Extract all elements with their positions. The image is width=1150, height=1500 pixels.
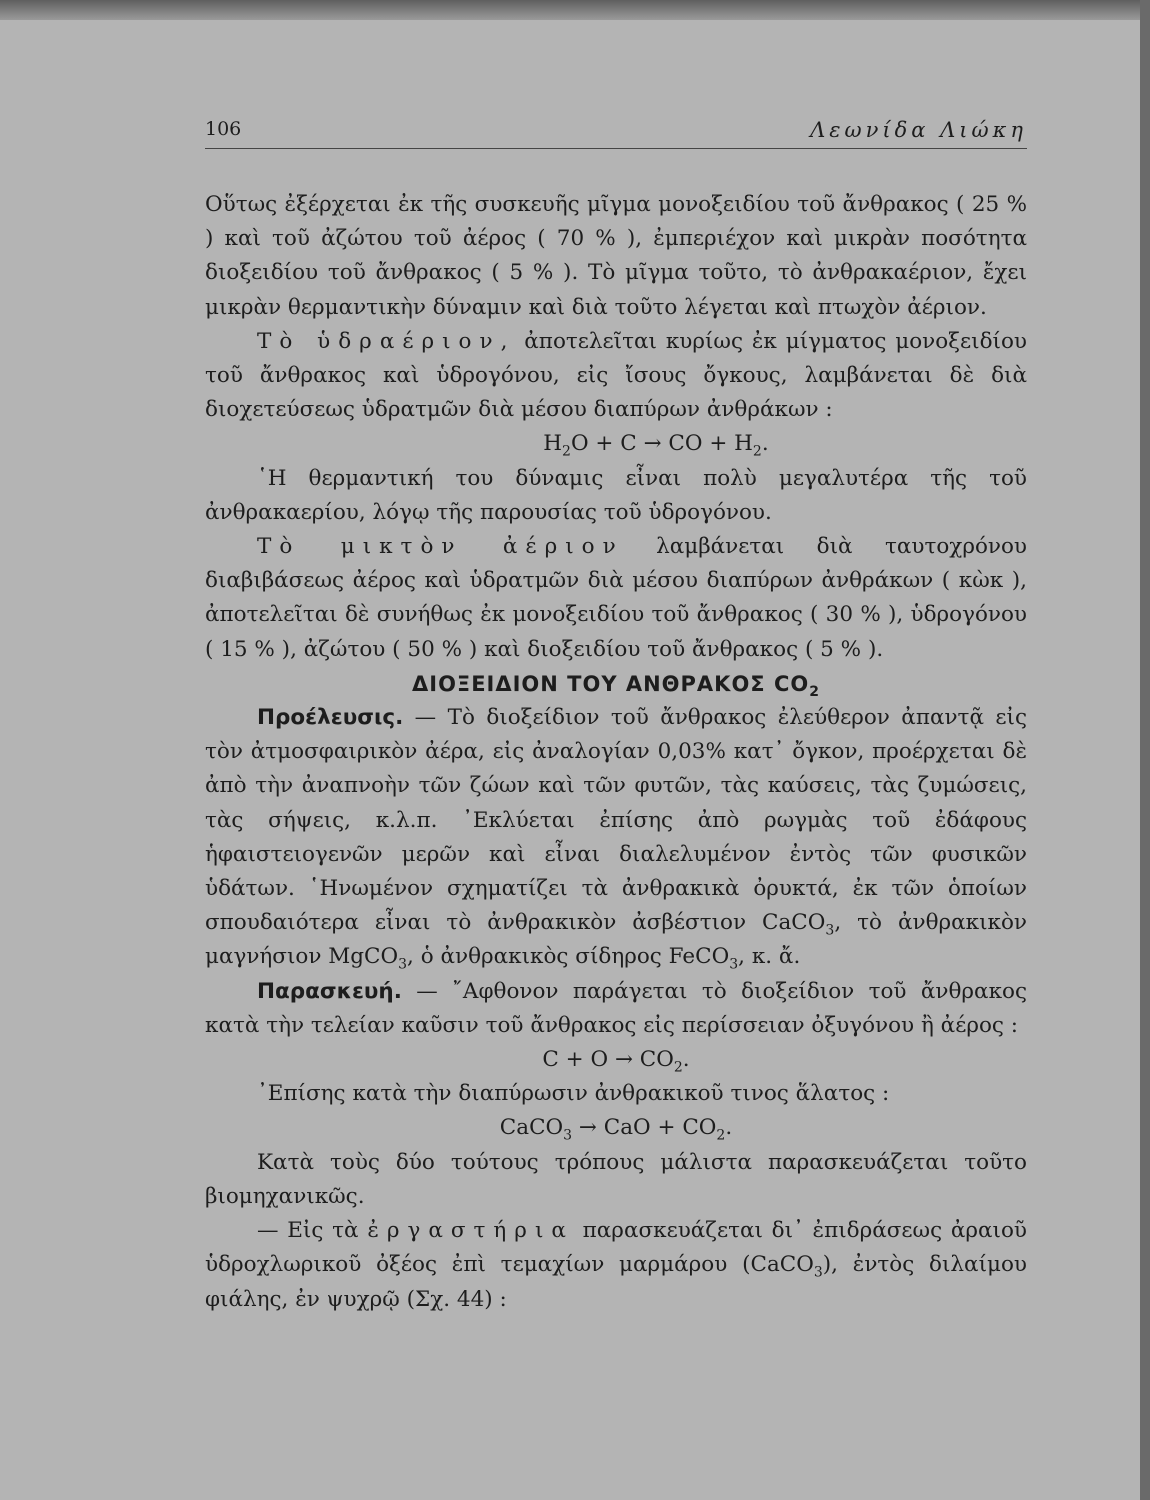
term-laboratories: ἐργαστήρια [367,1218,574,1244]
paragraph-laboratory [205,1214,1027,1317]
equation-combustion [205,1043,1027,1077]
paragraph-text: — Εἰς τὰ [257,1218,368,1244]
formula-subscript: 3 [398,956,408,973]
page-header [205,118,1027,149]
heading-subscript: 2 [809,684,820,701]
paragraph-anthrakaerion: Οὕτως ἐξέρχεται ἐκ τῆς συσκευῆς μῖγμα μονοξειδίου τοῦ ἄνθρακος ( 25 % ) καὶ τοῦ ἀζώτου τοῦ ἀέρος ( 70 % ), ἐμπεριέχον καὶ μικρὰν ποσότητα διοξειδίου τοῦ ἄνθρακος ( 5 % ). Τὸ μῖγμα τοῦτο, τὸ ἀνθρακαέριον, ἔχει μικρὰν θερμαντικὴν δύναμιν καὶ διὰ τοῦτο λέγεται καὶ πτωχὸν ἀέριον. [205,192,1027,320]
scan-top-edge [0,0,1150,20]
lead-preparation: Παρασκευή. [257,978,402,1004]
paragraph-text: ), ἐντὸς διλαίμου φιάλης, ἐν ψυχρῷ (Σχ. 44) : [205,1252,1027,1312]
paragraph-text: παρασκευάζεται δι᾽ ἐπιδράσεως ἀραιοῦ ὑδροχλωρικοῦ ὀξέος ἐπὶ τεμαχίων μαρμάρου (CaCO [205,1218,1027,1278]
term-mixed-gas: Τὸ μικτὸν ἀέριον [257,534,624,560]
equation-water-gas [205,427,1027,461]
equation-part: CaCO [499,1115,564,1141]
paragraph-text: — Τὸ διοξείδιον τοῦ ἄνθρακος ἐλεύθερον ἀπαντᾷ εἰς τὸν ἀτμοσφαιρικὸν ἀέρα, εἰς ἀναλογίαν 0,03% κατ᾽ ὄγκον, προέρχεται δὲ ἀπὸ τὴν ἀναπνοὴν τῶν ζώων καὶ τῶν φυτῶν, τὰς καύσεις, τὰς ζυμώσεις, τὰς σήψεις, κ.λ.π. ᾽Εκλύεται ἐπίσης ἀπὸ ρωγμὰς τοῦ ἐδάφους ἡφαιστειογενῶν μερῶν καὶ εἶναι διαλελυμένον ἐντὸς τῶν φυσικῶν ὑδάτων. ῾Ηνωμένον σχηματίζει τὰ ἀνθρακικὰ ὀρυκτά, ἐκ τῶν ὁποίων σπουδαιότερα εἶναι τὸ ἀνθρακικὸν ἀσβέστιον CaCO [205,705,1027,936]
equation-part: → CaO + CO [572,1115,717,1141]
heading-text: ΔΙΟΞΕΙΔΙΟΝ ΤΟΥ ΑΝΘΡΑΚΟΣ CO [412,671,810,696]
equation-part: C + O → CO [542,1047,674,1073]
paragraph-text: ἀποτελεῖται κυρίως ἐκ μίγματος μονοξειδίου τοῦ ἄνθρακος καὶ ὑδρογόνου, εἰς ἴσους ὄγκους, λαμβάνεται δὲ διὰ διοχετεύσεως ὑδρατμῶν διὰ μέσου διαπύρων ἀνθράκων : [205,328,1027,423]
paragraph-origin [205,701,1027,975]
paragraph-text: , κ. ἄ. [738,944,801,970]
paragraph-mixed-gas [205,530,1027,667]
paragraph-text: , ὁ ἀνθρακικὸς σίδηρος FeCO [407,944,730,970]
equation-part: . [725,1115,733,1141]
equation-subscript: 2 [673,1059,683,1076]
running-head: Λεωνίδα Λιώκη [810,118,1027,142]
equation-subscript: 2 [716,1127,726,1144]
paragraph-text: λαμβάνεται διὰ ταυτοχρόνου διαβιβάσεως ἀέρος καὶ ὑδρατμῶν διὰ μέσου διαπύρων ἀνθράκων ( κὼκ ), ἀποτελεῖται δὲ συνήθως ἐκ μονοξειδίου τοῦ ἄνθρακος ( 30 % ), ὑδρογόνου ( 15 % ), ἀζώτου ( 50 % ) καὶ διοξειδίου τοῦ ἄνθρακος ( 5 % ). [205,534,1027,662]
equation-part: O + C → CO + H [570,431,753,457]
paragraph-calcination: ᾽Επίσης κατὰ τὴν διαπύρωσιν ἀνθρακικοῦ τινος ἅλατος : [257,1081,890,1107]
paragraph-ydraerion [205,325,1027,428]
paragraph-text: — ῎Αφθονον παράγεται τὸ διοξείδιον τοῦ ἄνθρακος κατὰ τὴν τελείαν καῦσιν τοῦ ἄνθρακος εἰς περίσσειαν ὀξυγόνου ἢ ἀέρος : [205,978,1027,1038]
paragraph-industrial: Κατὰ τοὺς δύο τούτους τρόπους μάλιστα παρασκευάζεται τοῦτο βιομηχανικῶς. [205,1149,1027,1209]
page-number: 106 [205,118,242,140]
equation-subscript: 3 [563,1127,573,1144]
equation-subscript: 2 [562,443,571,460]
formula-subscript: 3 [729,956,739,973]
equation-subscript: 2 [752,443,762,460]
paragraph-heating-power: ῾Η θερμαντική του δύναμις εἶναι πολὺ μεγαλυτέρα τῆς τοῦ ἀνθρακαερίου, λόγῳ τῆς παρουσίας τοῦ ὑδρογόνου. [205,465,1027,525]
lead-origin: Προέλευσις. [257,705,404,731]
paragraph-preparation [205,975,1027,1043]
formula-subscript: 3 [825,922,835,939]
equation-part: . [761,431,769,457]
equation-calcination [205,1111,1027,1145]
scan-right-edge [1140,0,1150,1500]
equation-part: H [543,431,563,457]
formula-subscript: 3 [813,1264,823,1281]
equation-part: . [682,1047,690,1073]
page-body [205,188,1027,1317]
section-heading [205,667,1027,701]
paragraph-text: , τὸ ἀνθρακικὸν μαγνήσιον MgCO [205,910,1027,970]
term-ydraerion: Τὸ ὑδραέριον, [257,328,516,354]
